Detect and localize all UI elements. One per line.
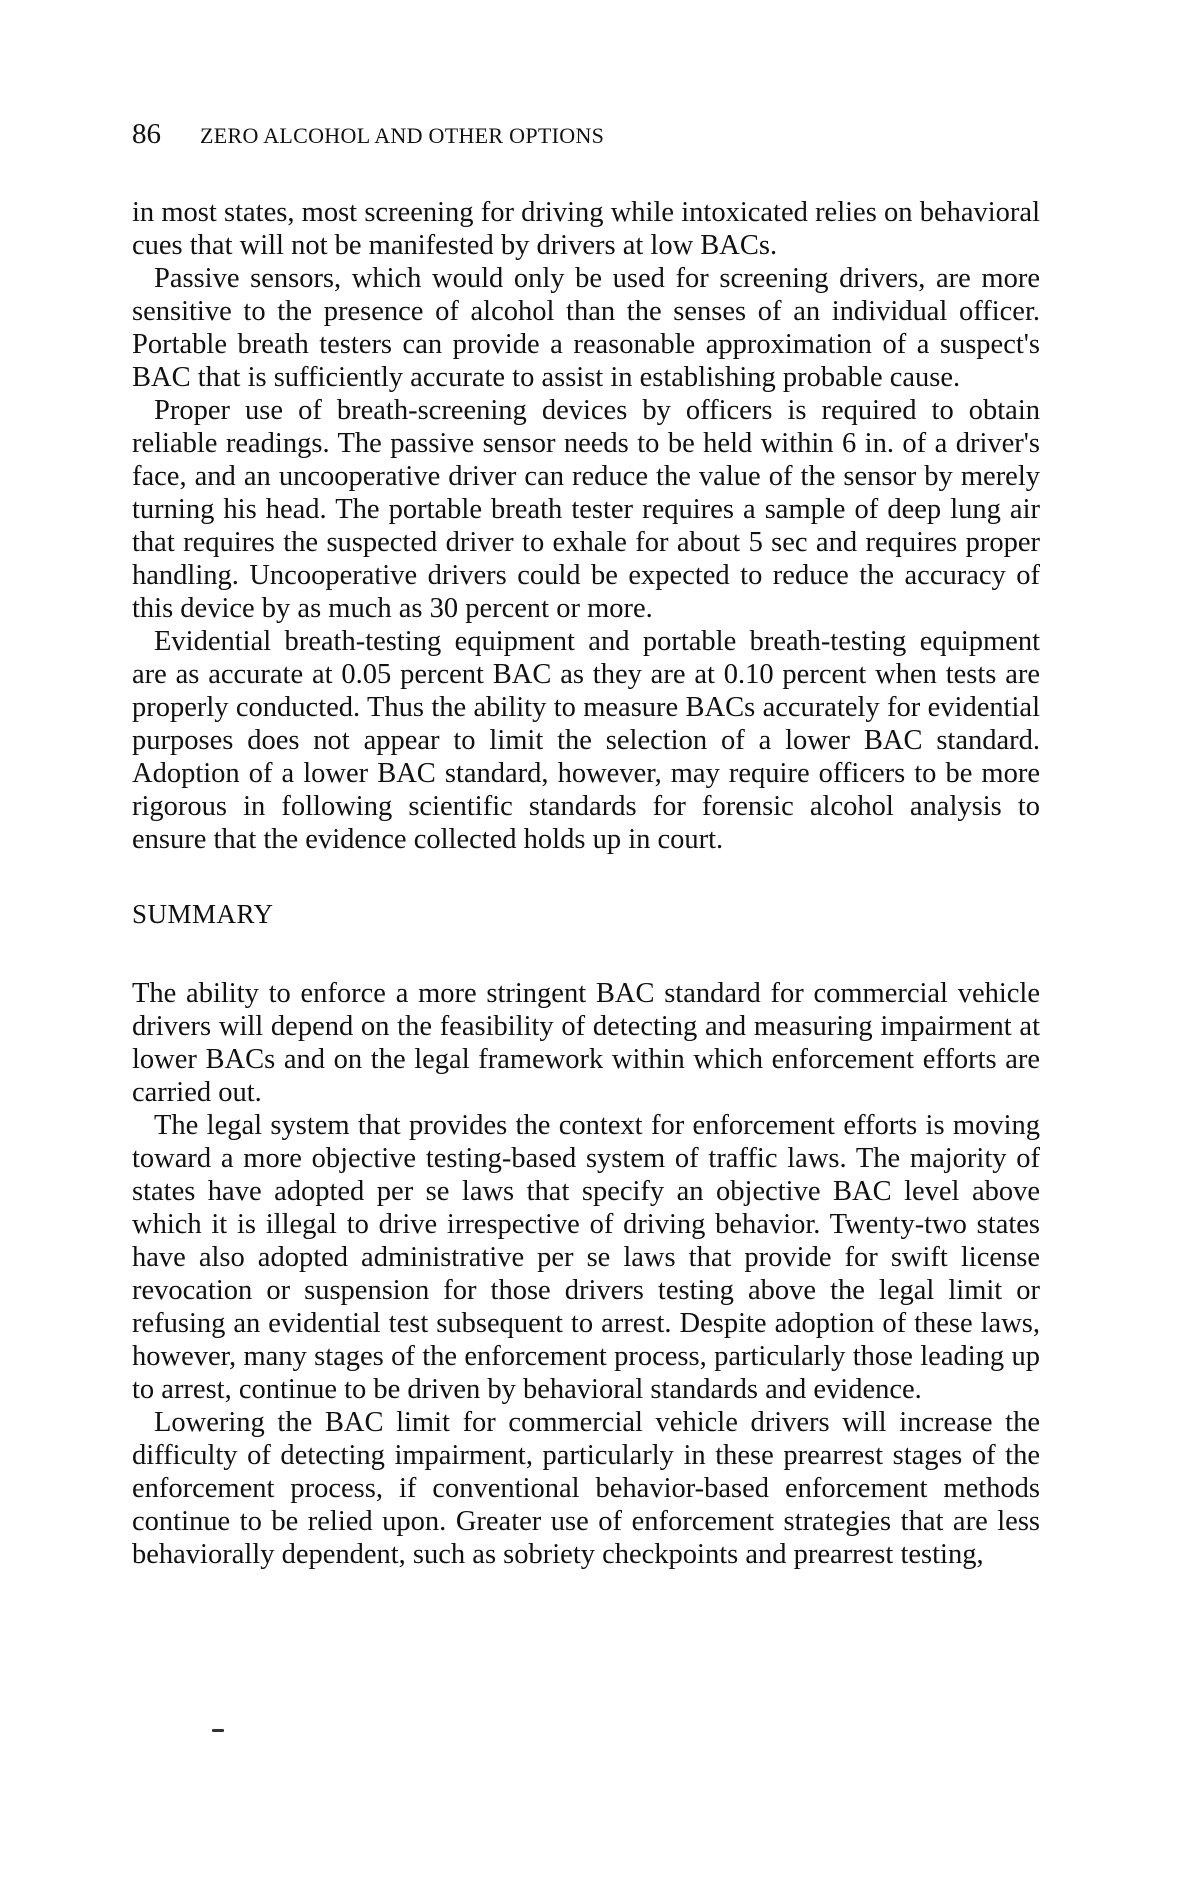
paragraph: Proper use of breath-screening devices by officers is required to obtain reliable readings. The passive sensor needs to be held within 6 in. of a driver's face, and an uncooperative driver can reduce the value of the sensor by merely turning his head. The portable breath tester requires a sample of deep lung air that requires the suspected driver to exhale for about 5 sec and requires proper handling. Uncooperative drivers could be expected to reduce the accuracy of this device by as much as 30 percent or more. xyxy=(132,395,1040,624)
running-title: ZERO ALCOHOL AND OTHER OPTIONS xyxy=(200,123,605,148)
scan-artifact-mark xyxy=(212,1729,224,1732)
page-number: 86 xyxy=(132,118,161,150)
paragraph: Passive sensors, which would only be used for screening drivers, are more sensitive to the presence of alcohol than the senses of an individual officer. Portable breath testers can provide a reasonable approximation of a suspect's BAC that is sufficiently accurate to assist in establishing probable cause. xyxy=(132,263,1040,393)
paragraph: The ability to enforce a more stringent BAC standard for commercial vehicle drivers will depend on the feasibility of detecting and measuring impairment at lower BACs and on the legal framework within which enforcement efforts are carried out. xyxy=(132,978,1040,1108)
paragraph: Lowering the BAC limit for commercial vehicle drivers will increase the difficulty of detecting impairment, particularly in these prearrest stages of the enforcement process, if conventional behavior-based enforcement methods continue to be relied upon. Greater use of enforcement strategies that are less behaviorally dependent, such as sobriety checkpoints and prearrest testing, xyxy=(132,1407,1040,1570)
paragraph: Evidential breath-testing equipment and portable breath-testing equipment are as accurate at 0.05 percent BAC as they are at 0.10 percent when tests are properly conducted. Thus the ability to measure BACs accurately for evidential purposes does not appear to limit the selection of a lower BAC standard. Adoption of a lower BAC standard, however, may require officers to be more rigorous in following scientific standards for forensic alcohol analysis to ensure that the evidence collected holds up in court. xyxy=(132,626,1040,855)
running-header xyxy=(132,118,1040,154)
document-page xyxy=(132,118,1040,1571)
paragraph: in most states, most screening for driving while intoxicated relies on behavioral cues that will not be manifested by drivers at low BACs. xyxy=(132,197,1040,261)
section-heading: SUMMARY xyxy=(132,899,274,929)
paragraph: The legal system that provides the context for enforcement efforts is moving toward a more objective testing-based system of traffic laws. The majority of states have adopted per se laws that specify an objective BAC level above which it is illegal to drive irrespective of driving behavior. Twenty-two states have also adopted administrative per se laws that provide for swift license revocation or suspension for those drivers testing above the legal limit or refusing an evidential test subsequent to arrest. Despite adoption of these laws, however, many stages of the enforcement process, particularly those leading up to arrest, continue to be driven by behavioral standards and evidence. xyxy=(132,1110,1040,1405)
